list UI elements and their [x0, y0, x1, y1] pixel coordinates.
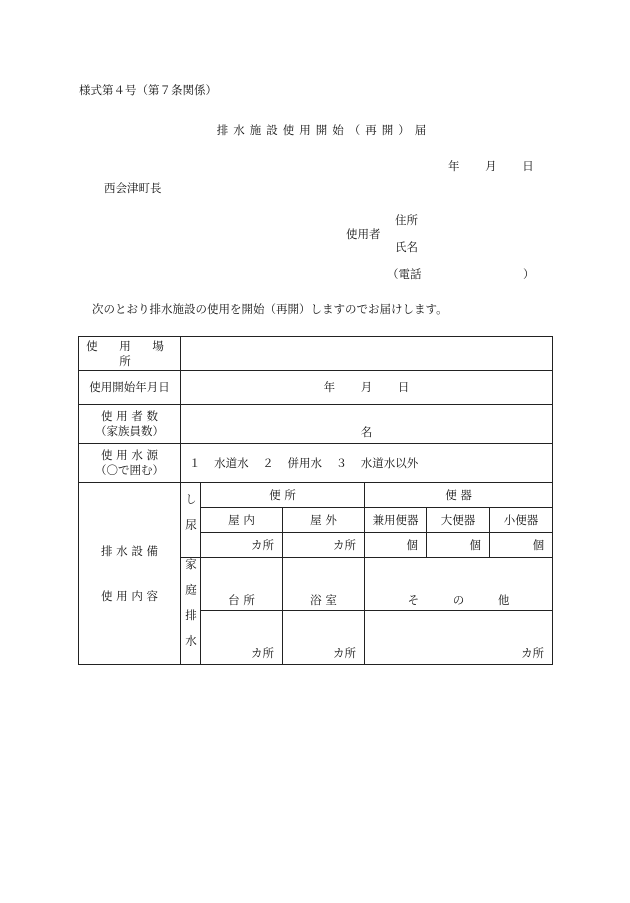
bath-label: 浴 室 [310, 592, 337, 607]
form-number: 様式第４号（第７条関係） [79, 83, 217, 97]
users-field[interactable] [181, 405, 553, 444]
other-unit: カ所 [521, 646, 545, 660]
water-label-cell [79, 444, 181, 483]
water-sublabel: （〇で囲む） [95, 463, 164, 477]
addressee: 西会津町長 [104, 181, 162, 195]
equipment-label: 排 水 設 備 [101, 543, 158, 558]
users-sublabel: （家族員数） [95, 424, 164, 438]
combined-toilet-header: 兼用便器 [365, 508, 427, 533]
other-label: そ の 他 [407, 592, 510, 607]
large-count-field[interactable] [427, 533, 490, 558]
small-toilet-header: 小便器 [490, 508, 553, 533]
outdoor-header: 屋 外 [283, 508, 365, 533]
toilet-header: 便 器 [365, 483, 553, 508]
large-toilet-header: 大便器 [427, 508, 490, 533]
toilet-label-cell [181, 483, 201, 558]
location-field[interactable] [181, 337, 553, 371]
start-date-field[interactable] [181, 371, 553, 405]
other-cell [365, 558, 553, 611]
equipment-usage-label [79, 483, 181, 665]
small-count-field[interactable] [490, 533, 553, 558]
other-count-field[interactable] [365, 611, 553, 664]
phone-open: （電話 [387, 267, 422, 281]
kitchen-unit: カ所 [251, 646, 274, 660]
water-label: 使 用 水 源 [101, 448, 158, 463]
address-label: 住所 [395, 213, 418, 227]
kitchen-cell [201, 558, 283, 611]
combined-count-field[interactable] [365, 533, 427, 558]
indoor-header: 屋 内 [201, 508, 283, 533]
usage-label: 使 用 内 容 [101, 588, 158, 603]
indoor-count-field[interactable] [201, 533, 283, 558]
household-label: 家庭排水 [183, 558, 198, 660]
bath-unit: カ所 [333, 646, 356, 660]
water-options: １ 水道水 ２ 併用水 ３ 水道水以外 [189, 455, 419, 470]
users-label: 使 用 者 数 [101, 409, 158, 424]
user-label: 使用者 [346, 227, 381, 241]
bath-count-field[interactable] [283, 611, 365, 664]
household-label-cell [181, 558, 201, 665]
application-table [78, 336, 553, 665]
bath-cell [283, 558, 365, 611]
kitchen-label: 台 所 [228, 592, 255, 607]
date-line: 年 月 日 [448, 159, 534, 173]
outdoor-count-field[interactable] [283, 533, 365, 558]
name-label: 氏名 [395, 240, 418, 254]
large-unit: 個 [469, 537, 481, 552]
location-label: 使 用 場 所 [79, 337, 181, 371]
users-unit: 名 [360, 425, 373, 440]
toilet-label: し尿 [183, 492, 198, 544]
document-title: 排水施設使用開始（再開）届 [216, 123, 432, 137]
indoor-unit: カ所 [251, 537, 274, 552]
phone-line [387, 266, 535, 282]
water-options-field[interactable] [181, 444, 553, 483]
start-date-label: 使用開始年月日 [79, 371, 181, 405]
kitchen-count-field[interactable] [201, 611, 283, 664]
phone-close: ） [523, 267, 535, 281]
intro-text: 次のとおり排水施設の使用を開始（再開）しますのでお届けします。 [92, 302, 448, 316]
place-header: 便 所 [201, 483, 365, 508]
outdoor-unit: カ所 [333, 537, 356, 552]
start-date-value: 年 月 日 [323, 380, 410, 395]
small-unit: 個 [532, 537, 545, 552]
combined-unit: 個 [406, 537, 418, 552]
users-label-cell [79, 405, 181, 444]
